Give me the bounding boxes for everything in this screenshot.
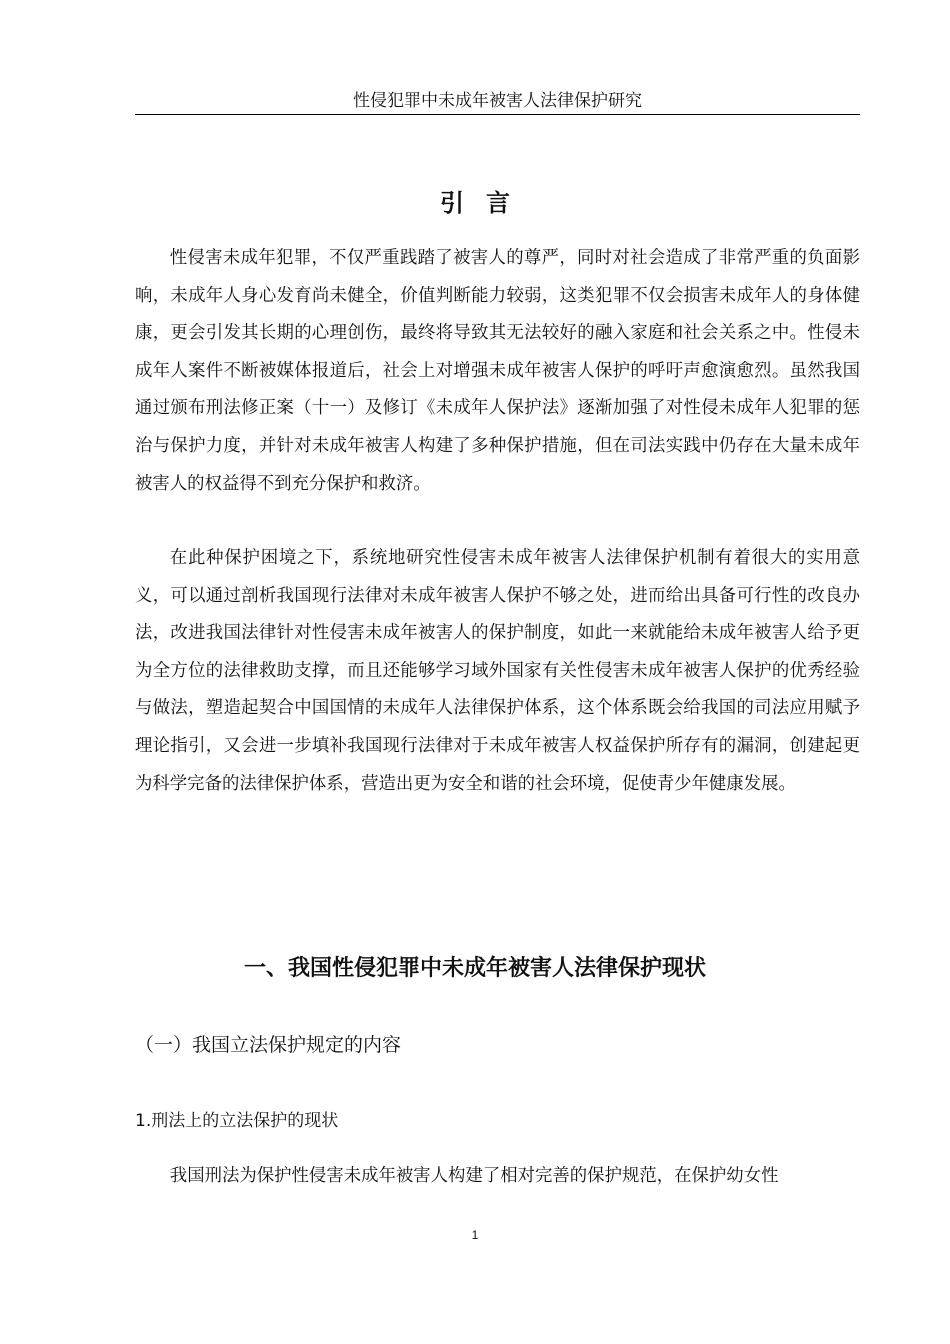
- intro-paragraph-1: 性侵害未成年犯罪，不仅严重践踏了被害人的尊严，同时对社会造成了非常严重的负面影响，未成年人身心发育尚未健全，价值判断能力较弱，这类犯罪不仅会损害未成年人的身体健康，更会引发其长期的心理创伤，最终将导致其无法较好的融入家庭和社会关系之中。性侵未成年人案件不断被媒体报道后，社会上对增强未成年被害人保护的呼吁声愈演愈烈。虽然我国通过颁布刑法修正案（十一）及修订《未成年人保护法》逐渐加强了对性侵未成年人犯罪的惩治与保护力度，并针对未成年被害人构建了多种保护措施，但在司法实践中仍存在大量未成年被害人的权益得不到充分保护和救济。: [135, 248, 860, 494]
- section-title: （一）我国立法保护规定的内容: [135, 1034, 402, 1056]
- intro-paragraph-2: 在此种保护困境之下，系统地研究性侵害未成年被害人法律保护机制有着很大的实用意义，可以通过剖析我国现行法律对未成年被害人保护不够之处，进而给出具备可行性的改良办法，改进我国法律针对性侵害未成年被害人的保护制度，如此一来就能给未成年被害人给予更为全方位的法律救助支撑，而且还能够学习域外国家有关性侵害未成年被害人保护的优秀经验与做法，塑造起契合中国国情的未成年人法律保护体系，这个体系既会给我国的司法应用赋予理论指引，又会进一步填补我国现行法律对于未成年被害人权益保护所存有的漏洞，创建起更为科学完备的法律保护体系，营造出更为安全和谐的社会环境，促使青少年健康发展。: [135, 548, 860, 794]
- intro-title: 引言: [440, 189, 532, 217]
- subsection-title: 1.刑法上的立法保护的现状: [135, 1111, 339, 1131]
- running-header: 性侵犯罪中未成年被害人法律保护研究: [135, 90, 860, 115]
- chapter-paragraph: 我国刑法为保护性侵害未成年被害人构建了相对完善的保护规范，在保护幼女性: [169, 1166, 779, 1186]
- chapter-title: 一、我国性侵犯罪中未成年被害人法律保护现状: [243, 956, 706, 981]
- page-number: 1: [471, 1228, 479, 1242]
